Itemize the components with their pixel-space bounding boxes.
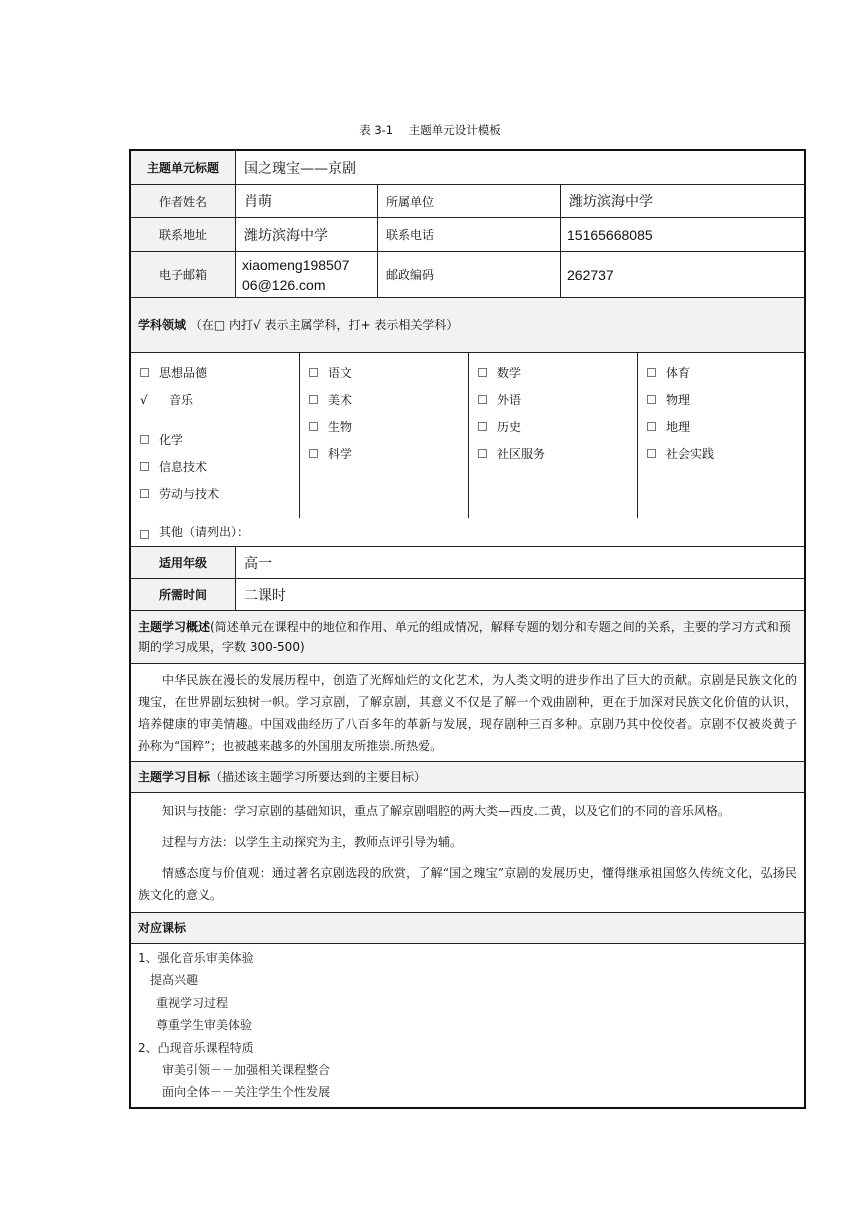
standards-list [131, 944, 337, 1107]
grade-value: 高一 [244, 555, 272, 572]
subject-column [131, 353, 300, 518]
checkbox-icon [647, 368, 656, 377]
overview-text: 中华民族在漫长的发展历程中，创造了光辉灿烂的文化艺术，为人类文明的进步作出了巨大的贡献。京剧是民族文化的瑰宝，在世界剧坛独树一帜。学习京剧，了解京剧，其意义不仅是了解一个戏曲剧种，更在于加深对民族文化价值的认识，培养健康的审美情趣。中国戏曲经历了八百多年的革新与发展，现存剧种三百多种。京剧乃其中佼佼者。京剧不仅被炎黄子孙称为“国粹”；也被越来越多的外国朋友所推崇.所热爱。 [138, 673, 797, 753]
subject-item [131, 363, 299, 390]
author-value: 肖萌 [236, 185, 378, 217]
other-subjects [131, 518, 804, 546]
objectives-hint: （描述该主题学习所要达到的主要目标） [210, 770, 427, 784]
objective-item: 过程与方法：以学生主动探究为主，教师点评引导为辅。 [162, 835, 463, 849]
table-caption [0, 122, 860, 138]
objectives-body [131, 793, 804, 913]
caption-title: 主题单元设计模板 [408, 123, 501, 137]
checkbox-icon [140, 462, 149, 471]
email-row [131, 252, 804, 298]
design-template-table [129, 149, 806, 1109]
subject-name: 化学 [159, 433, 184, 447]
subject-name: 历史 [497, 420, 522, 434]
checkbox-icon [647, 395, 656, 404]
standards-title: 对应课标 [138, 921, 187, 935]
subject-name: 科学 [328, 447, 353, 461]
objective-item: 情感态度与价值观：通过著名京剧选段的欣赏，了解“国之瑰宝”京剧的发展历史，懂得继承祖国悠久传统文化，弘扬民族文化的意义。 [138, 866, 797, 902]
subject-name: 外语 [497, 393, 522, 407]
subject-name: 语文 [328, 366, 353, 380]
email-line-1: xiaomeng198507 [242, 256, 350, 273]
duration-label: 所需时间 [131, 579, 236, 610]
checkbox-icon [647, 449, 656, 458]
email-line-2: 06@126.com [242, 276, 326, 293]
checkbox-icon [140, 489, 149, 498]
subject-area-hint: （在□ 内打√ 表示主属学科，打+ 表示相关学科） [189, 318, 459, 332]
overview-paragraph [131, 664, 804, 761]
subject-item [131, 430, 299, 457]
standards-header [131, 913, 804, 944]
subject-item [300, 417, 468, 444]
subject-name: 信息技术 [159, 460, 208, 474]
checkbox-icon [478, 422, 487, 431]
overview-header [131, 611, 804, 664]
subject-name: 物理 [666, 393, 691, 407]
subject-name: 社区服务 [497, 447, 546, 461]
title-row [131, 151, 804, 185]
unit-value: 潍坊滨海中学 [569, 194, 653, 210]
subject-name: 数学 [497, 366, 522, 380]
standard-line: 2、凸现音乐课程特质 [138, 1040, 254, 1055]
subject-name: 社会实践 [666, 447, 715, 461]
subject-item [638, 363, 804, 390]
subject-column [469, 353, 638, 518]
address-row [131, 218, 804, 252]
subject-item [638, 417, 804, 444]
subject-item [638, 444, 804, 471]
checkmark-icon: √ [140, 393, 148, 407]
subject-name: 劳动与技术 [159, 487, 220, 501]
subject-item [131, 484, 299, 511]
standard-line: 尊重学生审美体验 [156, 1018, 253, 1033]
phone-label: 联系电话 [378, 218, 561, 251]
objectives-title: 主题学习目标 [138, 770, 211, 784]
email-label: 电子邮箱 [131, 252, 236, 297]
duration-row [131, 579, 804, 611]
grade-row [131, 547, 804, 579]
checkbox-icon [140, 435, 149, 444]
address-label: 联系地址 [131, 218, 236, 251]
address-value: 潍坊滨海中学 [236, 218, 378, 251]
standard-line: 提高兴趣 [150, 973, 199, 988]
standard-line: 重视学习过程 [156, 995, 229, 1010]
objectives-list [131, 793, 804, 912]
subject-item [469, 390, 637, 417]
subject-item [131, 390, 299, 430]
subject-column [300, 353, 469, 518]
checkbox-icon [140, 368, 149, 377]
grade-label: 适用年级 [131, 547, 236, 578]
author-label: 作者姓名 [131, 185, 236, 217]
checkbox-icon [309, 368, 318, 377]
standards-heading [131, 912, 193, 944]
subject-name: 思想品德 [159, 366, 208, 380]
checkbox-icon [309, 395, 318, 404]
subject-item [300, 444, 468, 471]
zip-label: 邮政编码 [378, 252, 561, 297]
subject-name: 音乐 [169, 393, 194, 407]
subject-checklist [131, 353, 804, 547]
subject-column [638, 353, 804, 518]
author-row [131, 185, 804, 218]
subject-item [131, 457, 299, 484]
duration-value: 二课时 [244, 587, 286, 604]
title-value: 国之瑰宝——京剧 [244, 160, 356, 177]
overview-title: 主题学习概述 [138, 620, 211, 634]
checkbox-icon [478, 449, 487, 458]
subject-area-header [131, 298, 804, 353]
subject-item [300, 363, 468, 390]
overview-hint: (简述单元在课程中的地位和作用、单元的组成情况，解释专题的划分和专题之间的关系，主要的学习方式和预期的学习成果，字数 300-500) [138, 620, 791, 654]
standard-line: 面向全体－－关注学生个性发展 [162, 1085, 331, 1100]
subject-area-heading [131, 309, 465, 341]
subject-columns [131, 353, 804, 518]
subject-name: 地理 [666, 420, 691, 434]
subject-item [638, 390, 804, 417]
zip-value: 262737 [567, 266, 614, 283]
overview-heading [131, 611, 804, 663]
checkbox-icon [140, 530, 149, 539]
subject-item [469, 444, 637, 471]
checkbox-icon [478, 368, 487, 377]
standard-line: 审美引领－－加强相关课程整合 [162, 1063, 331, 1078]
subject-item [469, 363, 637, 390]
email-value [236, 252, 378, 297]
subject-name: 生物 [328, 420, 353, 434]
checkbox-icon [647, 422, 656, 431]
subject-area-label: 学科领域 [138, 318, 187, 332]
checkbox-icon [309, 422, 318, 431]
subject-item [300, 390, 468, 417]
caption-number: 表 3-1 [359, 123, 394, 137]
other-subjects-label: 其他（请列出）： [159, 525, 250, 539]
unit-label: 所属单位 [378, 185, 561, 217]
objective-item: 知识与技能：学习京剧的基础知识，重点了解京剧唱腔的两大类—西皮.二黄，以及它们的不同的音乐风格。 [162, 804, 730, 818]
overview-body [131, 664, 804, 762]
subject-name: 体育 [666, 366, 691, 380]
standards-body [131, 944, 804, 1107]
objectives-header [131, 762, 804, 793]
title-label: 主题单元标题 [131, 151, 236, 184]
checkbox-icon [478, 395, 487, 404]
phone-value: 15165668085 [567, 226, 653, 243]
checkbox-icon [309, 449, 318, 458]
objectives-heading [131, 761, 433, 793]
standard-line: 1、强化音乐审美体验 [138, 951, 254, 965]
subject-item [469, 417, 637, 444]
subject-name: 美术 [328, 393, 353, 407]
